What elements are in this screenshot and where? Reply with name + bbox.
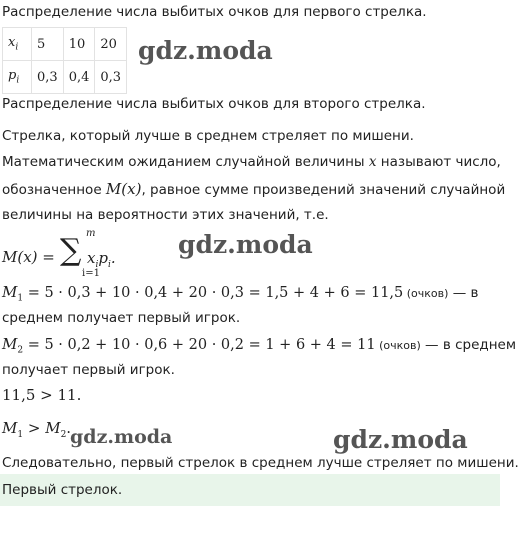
m1-calculation-cont: среднем получает первый игрок.: [2, 310, 241, 326]
definition-line-3: величины на вероятности этих значений, т.е.: [2, 207, 329, 223]
formula-term: $x_ip_i$.: [87, 249, 116, 270]
answer-text: Первый стрелок.: [2, 482, 123, 498]
table-cell: 5: [32, 28, 64, 61]
row-header: $x_i$: [3, 28, 32, 61]
definition-line-2: обозначенное M(x), равное сумме произведений значений случайной: [2, 180, 506, 198]
definition-line-1: Математическим ожиданием случайной величины x называют число,: [2, 154, 501, 170]
inequality: $M_1 > M_2$.: [2, 419, 72, 440]
answer-box: [0, 474, 500, 506]
row-header: $p_i$: [3, 61, 32, 94]
watermark: gdz.moda: [138, 36, 273, 65]
table-row: [3, 61, 127, 94]
m2-calculation-cont: получает первый игрок.: [2, 362, 175, 378]
sum-lower-limit: i=1: [82, 268, 100, 279]
conclusion-text: Следовательно, первый стрелок в среднем лучше стреляет по мишени.: [2, 455, 519, 471]
watermark: gdz.moda: [178, 230, 313, 259]
table-cell: 0,3: [95, 61, 127, 94]
table-row: [3, 28, 127, 61]
sigma-icon: ∑: [60, 233, 82, 268]
formula-lhs: M(x) =: [2, 248, 55, 266]
watermark: gdz.moda: [70, 426, 173, 448]
table-cell: 10: [63, 28, 95, 61]
m1-calculation: $M_1 = 5 \cdot 0,3 + 10 \cdot 0,4 + 20 \cdot 0,3 = 1,5 + 4 + 6 = 11,5$ (очков) — в: [2, 283, 479, 304]
heading-second-shooter: Распределение числа выбитых очков для второго стрелка.: [2, 96, 426, 112]
watermark: gdz.moda: [333, 425, 468, 454]
m2-calculation: $M_2 = 5 \cdot 0,2 + 10 \cdot 0,6 + 20 \cdot 0,2 = 1 + 6 + 4 = 11$ (очков) — в среднем: [2, 335, 517, 356]
distribution-table: [2, 27, 127, 94]
table-cell: 0,3: [32, 61, 64, 94]
heading-first-shooter: Распределение числа выбитых очков для первого стрелка.: [2, 4, 427, 20]
question-text: Стрелка, который лучше в среднем стреляет по мишени.: [2, 128, 414, 144]
table-cell: 0,4: [63, 61, 95, 94]
table-cell: 20: [95, 28, 127, 61]
comparison: 11,5 > 11.: [2, 386, 82, 404]
sum-upper-limit: m: [86, 228, 96, 239]
